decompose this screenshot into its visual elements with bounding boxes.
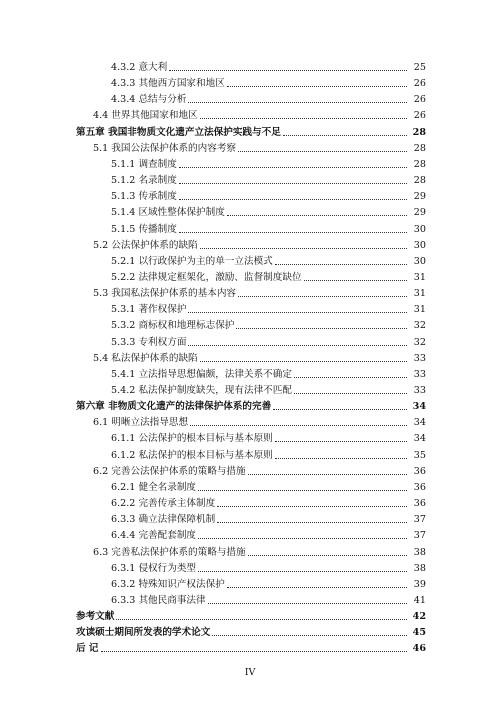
- toc-dot-leader: [198, 537, 407, 539]
- toc-entry-title: 6.3.2 特殊知识产权法保护: [111, 578, 225, 590]
- toc-entry-title: 5.4.1 立法指导思想偏颇，法律关系不确定: [111, 368, 292, 380]
- toc-entry-page: 42: [412, 611, 426, 623]
- toc-entry[interactable]: [0, 187, 500, 203]
- toc-entry-page: 37: [413, 514, 426, 526]
- toc-entry[interactable]: [0, 543, 500, 559]
- toc-entry-title: 第六章 非物质文化遗产的法律保护体系的完善: [76, 401, 272, 413]
- toc-entry[interactable]: [0, 526, 500, 542]
- toc-entry-title: 6.4.4 完善配套制度: [111, 530, 197, 542]
- toc-entry[interactable]: [0, 446, 500, 462]
- toc-entry-title: 5.1.5 传播制度: [111, 223, 177, 235]
- toc-entry-title: 5.1.3 传承制度: [111, 191, 177, 203]
- toc-entry[interactable]: [0, 478, 500, 494]
- toc-entry[interactable]: [0, 58, 500, 74]
- toc-entry[interactable]: [0, 90, 500, 106]
- toc-dot-leader: [169, 69, 407, 71]
- toc-entry-title: 后 记: [76, 643, 99, 655]
- toc-entry-page: 35: [413, 449, 426, 461]
- toc-entry-page: 41: [413, 594, 426, 606]
- toc-entry-page: 33: [413, 368, 426, 380]
- toc-entry-page: 36: [413, 481, 426, 493]
- toc-entry-title: 4.4 世界其他国家和地区: [93, 110, 198, 122]
- toc-entry[interactable]: [0, 381, 500, 397]
- toc-entry-title: 5.3.1 著作权保护: [111, 304, 187, 316]
- page-number: IV: [244, 667, 256, 678]
- toc-entry-title: 5.3 我国私法保护体系的基本内容: [93, 288, 237, 300]
- toc-entry-title: 6.3.3 确立法律保障机制: [111, 514, 216, 526]
- toc-entry[interactable]: [0, 123, 500, 139]
- toc-dot-leader: [179, 198, 407, 200]
- toc-entry-title: 5.3.2 商标权和地理标志保护: [111, 320, 235, 332]
- toc-entry-title: 5.2.1 以行政保护为主的单一立法模式: [111, 255, 273, 267]
- toc-entry-page: 28: [413, 142, 426, 154]
- toc-entry-title: 5.1.2 名录制度: [111, 175, 177, 187]
- toc-entry-title: 6.1.1 公法保护的根本目标与基本原则: [111, 433, 273, 445]
- toc-entry[interactable]: [0, 639, 500, 655]
- toc-entry-page: 29: [413, 191, 426, 203]
- toc-entry-title: 4.3.4 总结与分析: [111, 94, 187, 106]
- toc-dot-leader: [238, 150, 407, 152]
- toc-entry-page: 31: [413, 288, 426, 300]
- toc-entry[interactable]: [0, 462, 500, 478]
- toc-entry-page: 33: [413, 352, 426, 364]
- toc-entry-title: 6.1 明晰立法指导思想: [93, 417, 189, 429]
- toc-dot-leader: [273, 408, 407, 410]
- toc-entry[interactable]: [0, 349, 500, 365]
- toc-dot-leader: [198, 489, 407, 491]
- toc-entry-page: 26: [413, 94, 426, 106]
- toc-entry-title: 5.3.3 专利权方面: [111, 336, 187, 348]
- toc-entry-page: 36: [413, 465, 426, 477]
- toc-dot-leader: [200, 360, 407, 362]
- toc-dot-leader: [304, 279, 407, 281]
- toc-dot-leader: [294, 376, 407, 378]
- toc-entry-page: 25: [413, 62, 426, 73]
- toc-entry[interactable]: [0, 74, 500, 90]
- toc-dot-leader: [188, 344, 407, 346]
- toc-entry-page: 32: [413, 336, 426, 348]
- toc-entry-title: 参考文献: [76, 611, 115, 623]
- toc-entry-title: 6.1.2 私法保护的根本目标与基本原则: [111, 449, 273, 461]
- toc-dot-leader: [101, 650, 407, 652]
- toc-entry[interactable]: [0, 220, 500, 236]
- toc-entry-page: 34: [413, 433, 426, 445]
- toc-dot-leader: [238, 295, 407, 297]
- toc-entry-title: 4.3.3 其他西方国家和地区: [111, 78, 225, 90]
- toc-entry-page: 29: [413, 207, 426, 219]
- toc-entry-page: 39: [413, 578, 426, 590]
- toc-dot-leader: [227, 214, 407, 216]
- toc-dot-leader: [179, 182, 407, 184]
- toc-entry[interactable]: [0, 510, 500, 526]
- toc-entry-title: 4.3.2 意大利: [111, 62, 168, 73]
- toc-entry-page: 26: [413, 110, 426, 122]
- toc-entry[interactable]: [0, 591, 500, 607]
- toc-entry-title: 6.3 完善私法保护体系的策略与措施: [93, 546, 246, 558]
- toc-entry[interactable]: [0, 268, 500, 284]
- toc-entry[interactable]: [0, 397, 500, 413]
- toc-dot-leader: [275, 263, 407, 265]
- toc-entry-page: 30: [413, 255, 426, 267]
- toc-dot-leader: [283, 134, 407, 136]
- toc-entry-title: 6.3.1 侵权行为类型: [111, 562, 197, 574]
- toc-entry[interactable]: [0, 203, 500, 219]
- toc-entry-page: 30: [413, 223, 426, 235]
- toc-entry-page: 30: [413, 239, 426, 251]
- toc-entry-title: 攻读硕士期间所发表的学术论文: [76, 627, 211, 639]
- toc-dot-leader: [179, 166, 407, 168]
- toc-dot-leader: [275, 440, 407, 442]
- toc-entry-page: 28: [413, 175, 426, 187]
- toc-entry-title: 5.4 私法保护体系的缺陷: [93, 352, 198, 364]
- toc-entry[interactable]: [0, 139, 500, 155]
- toc-dot-leader: [198, 570, 407, 572]
- toc-dot-leader: [294, 392, 407, 394]
- toc-entry-page: 46: [412, 643, 426, 655]
- toc-entry[interactable]: [0, 365, 500, 381]
- toc-dot-leader: [188, 101, 407, 103]
- toc-entry-page: 31: [413, 271, 426, 283]
- toc-dot-leader: [116, 618, 407, 620]
- toc-entry-page: 31: [413, 304, 426, 316]
- toc-dot-leader: [248, 473, 407, 475]
- toc-entry-page: 37: [413, 530, 426, 542]
- toc-entry-title: 5.1.4 区域性整体保护制度: [111, 207, 225, 219]
- toc-entry-title: 6.3.3 其他民商事法律: [111, 594, 206, 606]
- toc-dot-leader: [208, 602, 407, 604]
- toc-entry-title: 6.2.1 健全名录制度: [111, 481, 197, 493]
- toc-entry-page: 36: [413, 498, 426, 510]
- toc-entry[interactable]: [0, 333, 500, 349]
- toc-entry[interactable]: [0, 607, 500, 623]
- toc-entry-page: 45: [412, 627, 426, 639]
- toc-entry[interactable]: [0, 559, 500, 575]
- toc-entry-title: 6.2.2 完善传承主体制度: [111, 498, 216, 510]
- toc-entry[interactable]: [0, 252, 500, 268]
- toc-entry[interactable]: [0, 429, 500, 445]
- toc-entry-title: 6.2 完善公法保护体系的策略与措施: [93, 465, 246, 477]
- toc-entry-page: 28: [412, 126, 426, 138]
- toc-entry-title: 第五章 我国非物质文化遗产立法保护实践与不足: [76, 126, 281, 138]
- toc-entry-page: 26: [413, 78, 426, 90]
- toc-dot-leader: [217, 521, 407, 523]
- toc-entry[interactable]: [0, 623, 500, 639]
- toc-entry-title: 5.2 公法保护体系的缺陷: [93, 239, 198, 251]
- toc-entry-page: 38: [413, 562, 426, 574]
- toc-entry-page: 33: [413, 385, 426, 396]
- toc-entry[interactable]: [0, 494, 500, 510]
- toc-entry-page: 34: [413, 417, 426, 429]
- toc-entry[interactable]: [0, 171, 500, 187]
- toc-dot-leader: [188, 311, 407, 313]
- toc-dot-leader: [217, 505, 407, 507]
- toc-entry-page: 28: [413, 158, 426, 170]
- toc-entry-title: 5.1.1 调查制度: [111, 158, 177, 170]
- toc-entry[interactable]: [0, 413, 500, 429]
- toc-entry[interactable]: [0, 284, 500, 300]
- toc-dot-leader: [200, 117, 407, 119]
- toc-entry-title: 5.2.2 法律规定框架化，激励、监督制度缺位: [111, 271, 302, 283]
- toc-entry-page: 38: [413, 546, 426, 558]
- toc-entry[interactable]: [0, 575, 500, 591]
- toc-entry[interactable]: [0, 300, 500, 316]
- toc-entry-title: 5.1 我国公法保护体系的内容考察: [93, 142, 237, 154]
- toc-entry[interactable]: [0, 106, 500, 122]
- toc-entry-title: 5.4.2 私法保护制度缺失，现有法律不匹配: [111, 385, 292, 396]
- toc-dot-leader: [248, 554, 407, 556]
- toc-dot-leader: [227, 586, 407, 588]
- toc-entry-page: 34: [412, 401, 426, 413]
- toc-entry[interactable]: [0, 316, 500, 332]
- toc-dot-leader: [190, 424, 407, 426]
- toc-dot-leader: [212, 634, 407, 636]
- toc-dot-leader: [236, 327, 407, 329]
- toc-dot-leader: [200, 247, 407, 249]
- toc-dot-leader: [179, 231, 407, 233]
- toc-entry[interactable]: [0, 236, 500, 252]
- toc-entry[interactable]: [0, 155, 500, 171]
- toc-entry-page: 32: [413, 320, 426, 332]
- toc-dot-leader: [275, 457, 407, 459]
- toc-dot-leader: [227, 85, 407, 87]
